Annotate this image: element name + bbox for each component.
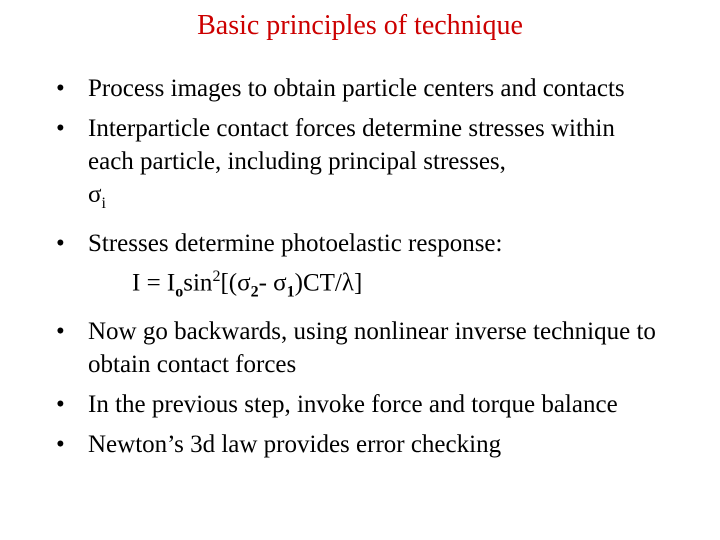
bullet-icon: •: [56, 75, 65, 102]
formula-sigma1-subscript: 1: [286, 283, 295, 301]
bullet-text: Stresses determine photoelastic response:: [88, 230, 503, 257]
bullet-icon: •: [56, 318, 65, 346]
sigma-subscript: i: [101, 195, 106, 212]
bullet-icon: •: [56, 115, 65, 142]
formula-sin-exponent: 2: [212, 268, 221, 285]
bullet-text: Process images to obtain particle centers and contacts: [88, 75, 625, 102]
bullet-item: [56, 388, 656, 421]
bullet-icon: •: [56, 230, 65, 257]
formula-i-subscript: o: [175, 283, 184, 301]
sigma-symbol: σ: [88, 181, 102, 208]
bullet-item: [56, 227, 656, 308]
formula-open: [(σ: [220, 269, 251, 297]
formula-lhs: I = I: [132, 269, 176, 297]
formula-tail: )CT/λ]: [294, 269, 363, 297]
formula-minus: - σ: [258, 269, 287, 297]
bullet-item: [56, 428, 656, 461]
formula-sin: sin: [183, 269, 213, 297]
bullet-text: In the previous step, invoke force and torque balance: [88, 391, 618, 419]
bullet-text: Interparticle contact forces determine stresses within each particle, including principal stresses,: [88, 115, 615, 175]
bullet-text: Newton’s 3d law provides error checking: [88, 431, 502, 459]
bullet-icon: •: [56, 431, 65, 459]
bullet-icon: •: [56, 391, 65, 419]
bullet-item: [56, 72, 656, 105]
slide-title: Basic principles of technique: [197, 10, 523, 41]
bullet-item: [56, 112, 656, 220]
formula-sigma2-subscript: 2: [250, 283, 259, 301]
bullet-list: [56, 72, 656, 468]
photoelastic-formula: [88, 260, 656, 308]
bullet-item: [56, 315, 656, 381]
bullet-text: Now go backwards, using nonlinear inverse technique to obtain contact forces: [88, 318, 656, 379]
